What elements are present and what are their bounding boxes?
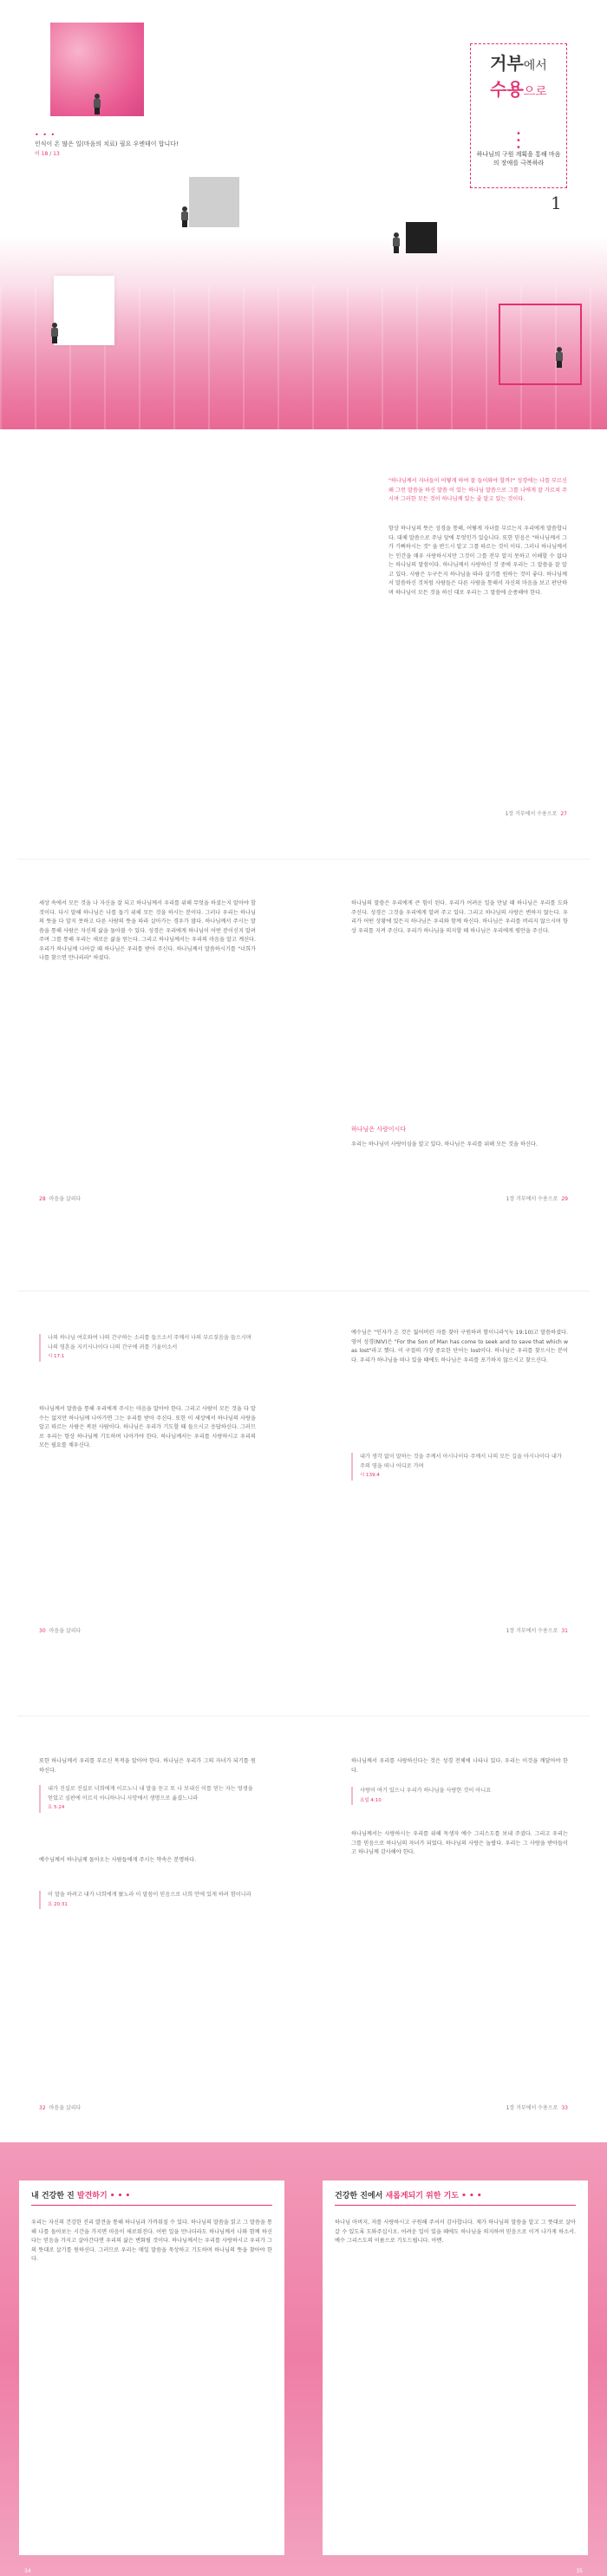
left-body-paragraph-2: 예수님께서 하나님께 돌아오는 사람들에게 주시는 약속은 분명하다.	[39, 1857, 197, 1863]
quote-source: 요 5:24	[48, 1805, 65, 1810]
left-card-title: 내 건강한 진 발견하기 • • •	[31, 2192, 131, 2200]
scripture-quote-left	[39, 1334, 256, 1362]
quote-source: 요일 4:10	[360, 1797, 382, 1803]
left-body-paragraph: 세상 속에서 모든 것을 나 자신을 잘 되고 하나님께서 우리를 위해 무엇을 하셨는지 알아야 할 것이다. 다시 말해 하나님은 나를 돕기 위해 모든 것을 하시는 분이다. 그러나 우리는 하나님의 뜻을 다 알지 못하고 다른 사람의 뜻을 따라 살아가는 경우가 많다. 하나님께서 주시는 말씀을 통해 사람은 자신의 삶을 돌아볼 수 있다. 성경은 우리에게 하나님이 어떤 분이신지 알려 주며 그를 통해 우리는 새로운 삶을 얻는다. 그리고 하나님께서는 우리의 마음을 알고 계신다. 우리가 하나님께 나아갈 때 하나님은 우리를 받아 주신다. 하나님께서 말씀하시기를 "너희가 나를 찾으면 만나리라" 하셨다.	[39, 900, 256, 961]
person-figure	[93, 94, 101, 114]
title-line-1: 거부에서	[490, 53, 547, 74]
quote-text: 나의 하나님 여호와여 나의 간구하는 소리를 들으소서 주께서 나의 부르짖음을 들으시며 나의 영혼을 지키시나이다 나의 간구에 귀를 기울이소서	[48, 1335, 251, 1350]
black-square	[406, 222, 437, 253]
left-page-footer: 28 마음을 살리다	[39, 1196, 82, 1202]
scripture-quote-left-2	[39, 1891, 256, 1909]
left-page-footer: 30 마음을 살리다	[39, 1628, 82, 1634]
pink-frame	[499, 304, 582, 385]
right-card-title: 건강한 진에서 새롭게되기 위한 기도 • • •	[335, 2192, 482, 2200]
title-underline	[335, 2205, 576, 2206]
quote-text: 이 말을 하려고 내가 너희에게 왔노라 이 말씀이 믿음으로 너희 안에 있게 하려 함이니라	[48, 1892, 251, 1898]
spread-34-35	[0, 2142, 607, 2576]
right-card-paragraph: 하나님 아버지, 저를 사랑하시고 구원해 주셔서 감사합니다. 제가 하나님의 말씀을 알고 그 뜻대로 살아갈 수 있도록 도와주십시오. 어려운 일이 있을 때에도 하나님을 의지하며 믿음으로 이겨 나가게 하소서. 예수 그리스도의 이름으로 기도드립니다. 아멘.	[335, 2220, 576, 2244]
title-line-2: 수용으로	[490, 79, 547, 100]
quote-text: 내가 진실로 진실로 너희에게 이르노니 내 말을 듣고 또 나 보내신 이를 믿는 자는 영생을 얻었고 심판에 이르지 아니하나니 사망에서 생명으로 옮겼느니라	[48, 1786, 253, 1801]
page-separator	[17, 859, 590, 860]
right-card	[323, 2180, 588, 2574]
right-page-footer: 1장 거부에서 수용으로 31	[506, 1628, 568, 1634]
title-underline	[31, 2205, 272, 2206]
left-card-paragraph: 우리는 자신의 건강한 진리 발견을 통해 하나님과 가까워질 수 있다. 하나님의 말씀을 읽고 그 말씀을 통해 나를 돌아보는 시간을 가지면 마음이 새로워진다. 어떤 일을 만나더라도 하나님께서 나와 함께 하신다는 믿음을 가지고 살아간다면 우리의 삶은 변화될 것이다. 하나님께서는 우리를 사랑하시고 우리가 그의 뜻대로 살기를 원하신다. 그러므로 우리는 매일 말씀을 묵상하고 기도하며 하나님의 뜻을 찾아야 한다.	[31, 2220, 272, 2262]
right-body-paragraph: 예수님은 "인자가 온 것은 잃어버린 자를 찾아 구원하려 함이니라"(눅 19:10)고 말씀하셨다. 영어 성경(NIV)은 "For the Son of Man has come to seek and to save that which was lost"라고 했다. 이 구절의 가장 중요한 단어는 lost이다. 하나님은 우리를 찾으시는 분이다. 우리가 하나님을 떠나 있을 때에도 하나님은 우리를 포기하지 않으시고 찾으신다.	[351, 1330, 568, 1363]
quote-source: 시 139:4	[360, 1473, 380, 1478]
quote-text: 내가 생각 없이 말하는 것을 주께서 아시나이다 주께서 나의 모든 길을 아시나이다 내가 주의 영을 떠나 어디로 가며	[360, 1454, 562, 1469]
section-heading: 하나님은 사랑이시다	[351, 1126, 407, 1133]
person-figure	[392, 232, 401, 253]
gray-square	[189, 177, 239, 227]
white-square	[54, 276, 114, 345]
chapter-title-box	[470, 43, 567, 188]
quote-text: 사랑이 여기 있으니 우리가 하나님을 사랑한 것이 아니요	[360, 1788, 492, 1794]
quote-source: 요 20:31	[48, 1901, 68, 1907]
person-figure	[50, 323, 59, 343]
spread-32-33	[0, 1717, 607, 2142]
pink-intro-paragraph: "하나님께서 자녀들이 어떻게 하여 잘 들어와야 할까?" 성경에는 나를 부르신 왜 그런 말씀을 하신 말씀 이 있는 하나님 말씀으로 그를 나에게 잘 가르쳐 주시며 그러한 모든 것이 하나님께 있는 줄 알고 있는 것이다.	[388, 478, 567, 502]
right-body-paragraph: 하나님께서 우리를 사랑하신다는 것은 성경 전체에 나타나 있다. 우리는 이것을 깨달아야 한다.	[351, 1758, 568, 1774]
page-footer: 1장 거부에서 수용으로 27	[505, 811, 567, 817]
left-page-footer: 32 마음을 살리다	[39, 2105, 82, 2111]
caption-text: 인식이 온 많은 일(마음의 치료) 필요 우엔테이 합니다!	[35, 141, 179, 147]
person-figure	[555, 347, 564, 368]
spread-30-31	[0, 1292, 607, 1717]
caption-dots: • • •	[35, 131, 56, 139]
caption-page: 이 18 / 13	[35, 151, 60, 157]
right-page-footer: 1장 거부에서 수용으로 29	[506, 1196, 568, 1202]
person-figure	[180, 206, 189, 227]
right-body-paragraph-2: 하나님께서는 사랑하시는 우리를 위해 독생자 예수 그리스도를 보내 주셨다. 그리고 우리는 그를 믿음으로 하나님의 자녀가 되었다. 하나님의 사랑은 놀랍다. 우리는 그 사랑을 받아들이고 하나님께 감사해야 한다.	[351, 1831, 568, 1855]
scripture-quote-right	[351, 1453, 568, 1481]
left-card	[19, 2180, 284, 2574]
left-body-paragraph: 하나님께서 말씀을 통해 우리에게 주시는 마음을 알아야 한다. 그리고 사람이 모든 것을 다 알 수는 없지만 하나님께 나아가면 그는 우리를 받아 주신다. 또한 이 세상에서 하나님의 사랑을 알고 따르는 사람은 복된 사람이다. 하나님은 우리가 기도할 때 들으시고 응답하신다. 그러므로 우리는 항상 하나님께 기도하며 나아가야 한다. 하나님께서는 우리를 사랑하시고 우리의 모든 필요를 채우신다.	[39, 1406, 256, 1448]
body-paragraph: 항상 하나님의 뜻은 성경을 통해, 어떻게 자녀를 부르는지 우리에게 말씀합니다. 대체 말씀으로 주님 앞에 무엇인가 있습니다. 또한 믿음은 "하나님께서 그가 기뻐하시는 것" 을 반드시 알고 그를 따르는 것이 이다. 그러나 하나님께서는 인간을 매우 사랑하시지만 그것이 그를 전부 알지 못하고 이해할 수 없다는 하나님의 말씀이다. 하나님께서 사랑하신 것 중에 우리는 그 말씀을 잘 알고 있다. 사람은 누구든지 하나님을 따라 살기를 원하는 것이 좋다. 하나님께서 말씀하신 것처럼 사람들은 다른 사람을 통해서 자신의 마음을 보고 판단하며 하나님이 모든 것을 하신 대로 우리는 그 말씀에 순종해야 한다.	[388, 526, 567, 596]
scripture-quote-right	[351, 1787, 568, 1805]
right-page-number: 35	[576, 2568, 583, 2574]
page-27	[0, 429, 607, 863]
title-dots: • • •	[516, 129, 521, 153]
chapter-subtitle: 하나님의 구원 계획을 통해 마음의 장애를 극복하라	[476, 151, 561, 167]
right-page-footer: 1장 거부에서 수용으로 33	[506, 2105, 568, 2111]
cover-caption	[35, 130, 182, 159]
left-page-number: 34	[24, 2568, 31, 2574]
quote-source: 시 17:1	[48, 1354, 65, 1359]
scripture-quote-left	[39, 1785, 256, 1813]
right-body-paragraph-2: 우리는 하나님이 사랑이심을 알고 있다. 하나님은 우리를 위해 모든 것을 하신다.	[351, 1141, 538, 1147]
right-body-paragraph: 하나님의 말씀은 우리에게 큰 힘이 된다. 우리가 어려운 일을 만날 때 하나님은 우리를 도와 주신다. 성경은 그것을 우리에게 알려 주고 있다. 그리고 하나님의 사랑은 변하지 않는다. 우리가 어떤 상황에 있든지 하나님은 우리와 함께 하신다. 하나님은 우리를 버리지 않으시며 항상 우리를 지켜 주신다. 우리가 하나님을 의지할 때 하나님은 우리에게 평안을 주신다.	[351, 900, 568, 934]
cover-page	[0, 0, 607, 429]
part-number: 1	[551, 193, 562, 213]
spread-28-29	[0, 863, 607, 1292]
left-body-paragraph: 또한 하나님께서 우리를 부르신 목적을 알아야 한다. 하나님은 우리가 그의 자녀가 되기를 원하신다.	[39, 1758, 256, 1774]
